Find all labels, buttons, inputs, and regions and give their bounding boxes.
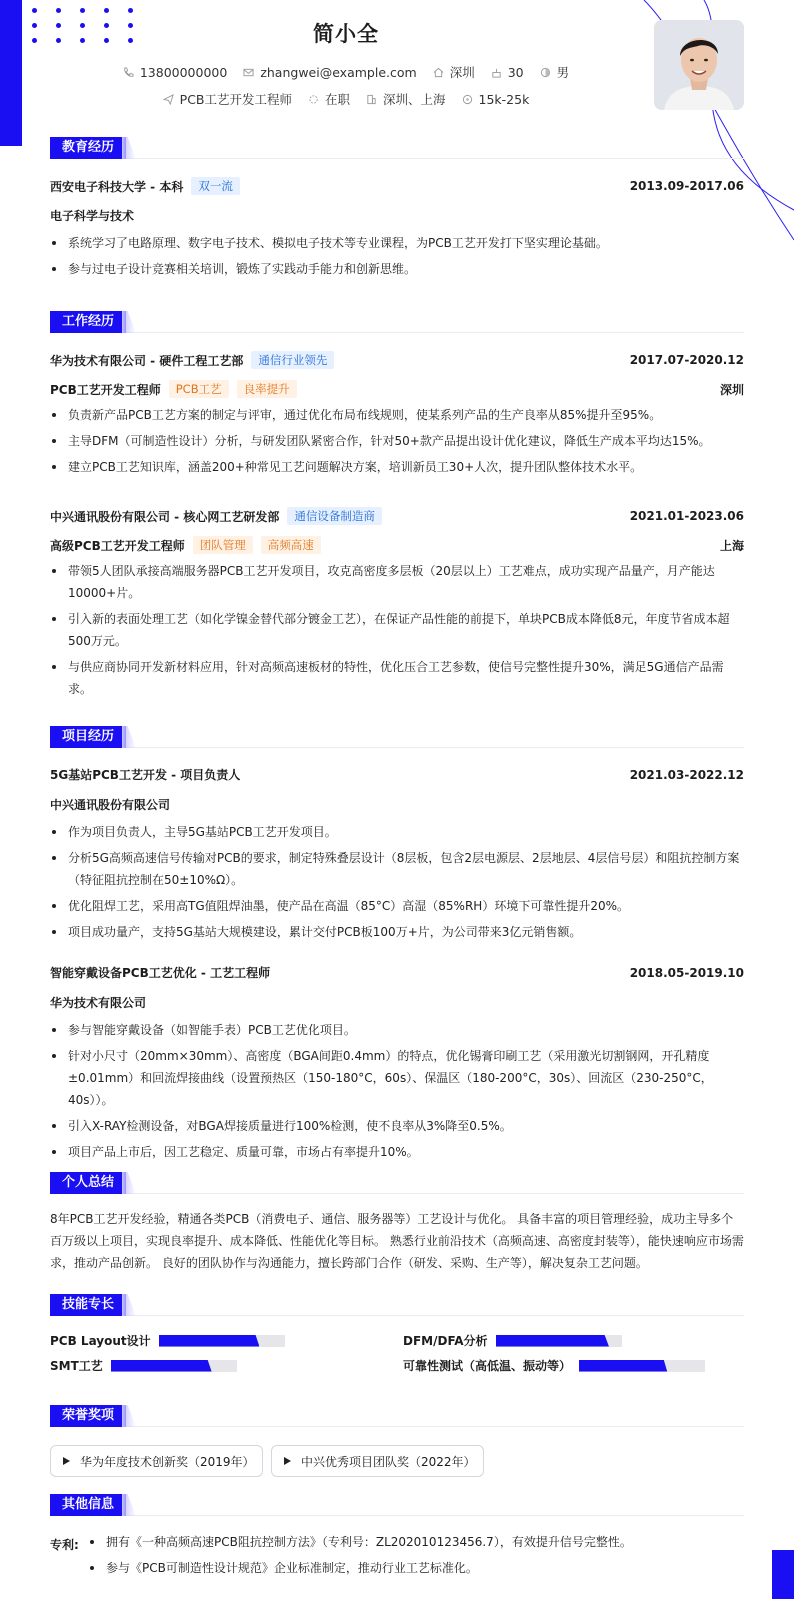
- phone-icon: [123, 67, 134, 78]
- project-title: 智能穿戴设备PCB工艺优化 - 工艺工程师: [50, 966, 271, 980]
- job-1-header: [50, 351, 744, 369]
- awards-title-label: 荣誉奖项: [50, 1405, 126, 1427]
- project-1-bullets: [50, 821, 744, 947]
- job-2-header: [50, 507, 744, 525]
- skills-section: [50, 1294, 744, 1384]
- gender-icon: [540, 67, 551, 78]
- education-period: 2013.09-2017.06: [629, 179, 744, 193]
- project-company: 华为技术有限公司: [50, 996, 147, 1010]
- skill-bar-fill: [111, 1360, 212, 1372]
- project-2-bullets: [50, 1019, 744, 1167]
- project-1-header: [50, 766, 744, 783]
- award-text: 华为年度技术创新奖（2019年）: [80, 1454, 255, 1469]
- projects-title: [50, 726, 744, 748]
- email-text: zhangwei@example.com: [260, 64, 417, 80]
- list-item: 与供应商协同开发新材料应用，针对高频高速板材的特性，优化压合工艺参数，使信号完整性提升30%，满足5G通信产品需求。: [50, 656, 744, 700]
- skill-item: [50, 1357, 237, 1374]
- skill-name: PCB Layout设计: [50, 1334, 151, 1348]
- education-title: [50, 137, 744, 159]
- education-header: [50, 177, 744, 195]
- play-icon: [284, 1457, 291, 1465]
- education-bullets: [50, 232, 744, 284]
- role-tag: 团队管理: [193, 536, 253, 554]
- skill-bar-fill: [496, 1335, 609, 1347]
- skill-name: DFM/DFA分析: [403, 1334, 488, 1348]
- skills-title: [50, 1294, 744, 1316]
- skill-bar: [496, 1335, 622, 1347]
- list-item: 项目成功量产，支持5G基站大规模建设，累计交付PCB板100万+片，为公司带来3亿元销售额。: [50, 921, 744, 943]
- skill-name: 可靠性测试（高低温、振动等）: [403, 1359, 572, 1373]
- job-intent-row: [0, 90, 692, 108]
- phone-item: [123, 65, 227, 80]
- list-item: 分析5G高频高速信号传输对PCB的要求，制定特殊叠层设计（8层板，包含2层电源层、2层地层、4层信号层）和阻抗控制方案（特征阻抗控制在50±10%Ω）。: [50, 847, 744, 891]
- send-icon: [163, 94, 174, 105]
- skill-name: SMT工艺: [50, 1359, 103, 1373]
- summary-section: [50, 1172, 744, 1272]
- coin-icon: [462, 94, 473, 105]
- project-period: 2018.05-2019.10: [629, 965, 744, 980]
- list-item: 参与智能穿戴设备（如智能手表）PCB工艺优化项目。: [50, 1019, 744, 1041]
- project-title: 5G基站PCB工艺开发 - 项目负责人: [50, 768, 241, 782]
- status-icon: [308, 94, 319, 105]
- summary-title: [50, 1172, 744, 1194]
- candidate-name: 简小全: [313, 22, 379, 46]
- company-name: 华为技术有限公司 - 硬件工程工艺部: [50, 353, 244, 368]
- company-name: 中兴通讯股份有限公司 - 核心网工艺研发部: [50, 509, 280, 524]
- list-item: 系统学习了电路原理、数字电子技术、模拟电子技术等专业课程，为PCB工艺开发打下坚实理论基础。: [50, 232, 744, 254]
- education-section: [50, 137, 744, 287]
- resume-header: [0, 0, 794, 130]
- projects-section: [50, 726, 744, 1159]
- skills-title-label: 技能专长: [50, 1294, 126, 1316]
- patent-label: 专利:: [50, 1538, 79, 1552]
- job-1-bullets: [50, 404, 744, 482]
- work-title: [50, 311, 744, 333]
- age-text: 30: [507, 64, 524, 80]
- home-icon: [433, 67, 444, 78]
- cake-icon: [491, 67, 502, 78]
- list-item: 负责新产品PCB工艺方案的制定与评审，通过优化布局布线规则，使某系列产品的生产良率从85%提升至95%。: [50, 404, 744, 426]
- contact-row: [0, 63, 692, 81]
- skill-bar: [111, 1360, 237, 1372]
- summary-title-label: 个人总结: [50, 1172, 126, 1194]
- summary-text: 8年PCB工艺开发经验，精通各类PCB（消费电子、通信、服务器等）工艺设计与优化。 具备丰富的项目管理经验，成功主导多个百万级以上项目，实现良率提升、成本降低、性能优化等目标。 熟悉行业前沿技术（高频高速、高密度封装等），能快速响应市场需求，推动产品创新。 良好的团队协作与沟通能力，擅长跨部门合作（研发、采购、生产等），解决复杂工艺问题。: [50, 1212, 744, 1270]
- salary-text: 15k-25k: [478, 91, 530, 107]
- list-item: 建立PCB工艺知识库，涵盖200+种常见工艺问题解决方案，培训新员工30+人次，提升团队整体技术水平。: [50, 456, 744, 478]
- work-section: [50, 311, 744, 711]
- skill-bar-fill: [159, 1335, 260, 1347]
- skill-item: [50, 1332, 285, 1349]
- list-item: 拥有《一种高频高速PCB阻抗控制方法》（专利号：ZL202010123456.7），有效提升信号完整性。: [88, 1531, 744, 1553]
- project-2-header: [50, 964, 744, 981]
- award-card[interactable]: [271, 1445, 484, 1477]
- role-tag: PCB工艺: [169, 380, 229, 398]
- city-item: [433, 63, 475, 81]
- position-item: [163, 90, 292, 108]
- major-name: 电子科学与技术: [50, 209, 135, 223]
- list-item: 带领5人团队承接高端服务器PCB工艺开发项目，攻克高密度多层板（20层以上）工艺难点，成功实现产品量产，月产能达10000+片。: [50, 560, 744, 604]
- award-text: 中兴优秀项目团队奖（2022年）: [301, 1454, 476, 1469]
- job-1-role-row: [50, 380, 744, 398]
- skill-item: [403, 1332, 622, 1349]
- mail-icon: [243, 67, 254, 78]
- phone-text: 13800000000: [139, 64, 228, 80]
- gender-item: [540, 63, 570, 81]
- gender-text: 男: [556, 65, 570, 80]
- awards-section: [50, 1405, 744, 1485]
- skill-bar: [579, 1360, 705, 1372]
- status-item: [308, 90, 350, 108]
- list-item: 针对小尺寸（20mm×30mm）、高密度（BGA间距0.4mm）的特点，优化锡膏印刷工艺（采用激光切割钢网，开孔精度±0.01mm）和回流焊接曲线（设置预热区（150-180°C，60s）、保温区（180-200°C，30s）、回流区（230-250°C，40s））。: [50, 1045, 744, 1111]
- building-icon: [366, 94, 377, 105]
- skill-bar-fill: [579, 1360, 667, 1372]
- list-item: 主导DFM（可制造性设计）分析，与研发团队紧密合作，针对50+款产品提出设计优化建议，降低生产成本平均达15%。: [50, 430, 744, 452]
- list-item: 作为项目负责人，主导5G基站PCB工艺开发项目。: [50, 821, 744, 843]
- other-section: [50, 1494, 744, 1594]
- salary-item: [462, 92, 530, 107]
- project-1-company-row: [50, 796, 744, 813]
- job-role: PCB工艺开发工程师: [50, 382, 161, 397]
- list-item: 参与《PCB可制造性设计规范》企业标准制定，推动行业工艺标准化。: [88, 1557, 744, 1579]
- position-text: PCB工艺开发工程师: [179, 92, 292, 107]
- job-2-role-row: [50, 536, 744, 554]
- award-card[interactable]: [50, 1445, 263, 1477]
- skill-bar: [159, 1335, 285, 1347]
- job-period: 2021.01-2023.06: [629, 509, 744, 523]
- education-title-label: 教育经历: [50, 137, 126, 159]
- list-item: 优化阻焊工艺，采用高TG值阻焊油墨，使产品在高温（85°C）高湿（85%RH）环境下可靠性提升20%。: [50, 895, 744, 917]
- list-item: 引入X-RAY检测设备，对BGA焊接质量进行100%检测，使不良率从3%降至0.5%。: [50, 1115, 744, 1137]
- right-accent-bar: [772, 1550, 794, 1599]
- email-item: [243, 65, 416, 80]
- city-text: 深圳: [449, 65, 475, 80]
- school-name: 西安电子科技大学 - 本科: [50, 179, 184, 194]
- projects-title-label: 项目经历: [50, 726, 126, 748]
- job-location: 上海: [719, 538, 744, 553]
- work-title-label: 工作经历: [50, 311, 126, 333]
- school-badge: 双一流: [191, 177, 240, 195]
- age-item: [491, 65, 524, 80]
- major-row: [50, 207, 744, 224]
- list-item: 引入新的表面处理工艺（如化学镍金替代部分镀金工艺），在保证产品性能的前提下，单块PCB成本降低8元，年度节省成本超500万元。: [50, 608, 744, 652]
- list-item: 参与过电子设计竞赛相关培训，锻炼了实践动手能力和创新思维。: [50, 258, 744, 280]
- location-text: 深圳、上海: [383, 92, 446, 107]
- company-badge: 通信行业领先: [251, 351, 334, 369]
- patent-list: [88, 1531, 744, 1583]
- profile-photo: [654, 20, 744, 110]
- location-item: [366, 90, 446, 108]
- job-location: 深圳: [719, 382, 744, 397]
- other-title: [50, 1494, 744, 1516]
- job-period: 2017.07-2020.12: [629, 353, 744, 367]
- job-role: 高级PCB工艺开发工程师: [50, 538, 185, 553]
- company-badge: 通信设备制造商: [287, 507, 382, 525]
- project-company: 中兴通讯股份有限公司: [50, 798, 171, 812]
- skill-item: [403, 1357, 705, 1374]
- status-text: 在职: [325, 92, 351, 107]
- project-2-company-row: [50, 994, 744, 1011]
- role-tag: 良率提升: [237, 380, 297, 398]
- other-title-label: 其他信息: [50, 1494, 126, 1516]
- role-tag: 高频高速: [261, 536, 321, 554]
- play-icon: [63, 1457, 70, 1465]
- project-period: 2021.03-2022.12: [629, 767, 744, 782]
- awards-title: [50, 1405, 744, 1427]
- job-2-bullets: [50, 560, 744, 704]
- list-item: 项目产品上市后，因工艺稳定、质量可靠，市场占有率提升10%。: [50, 1141, 744, 1163]
